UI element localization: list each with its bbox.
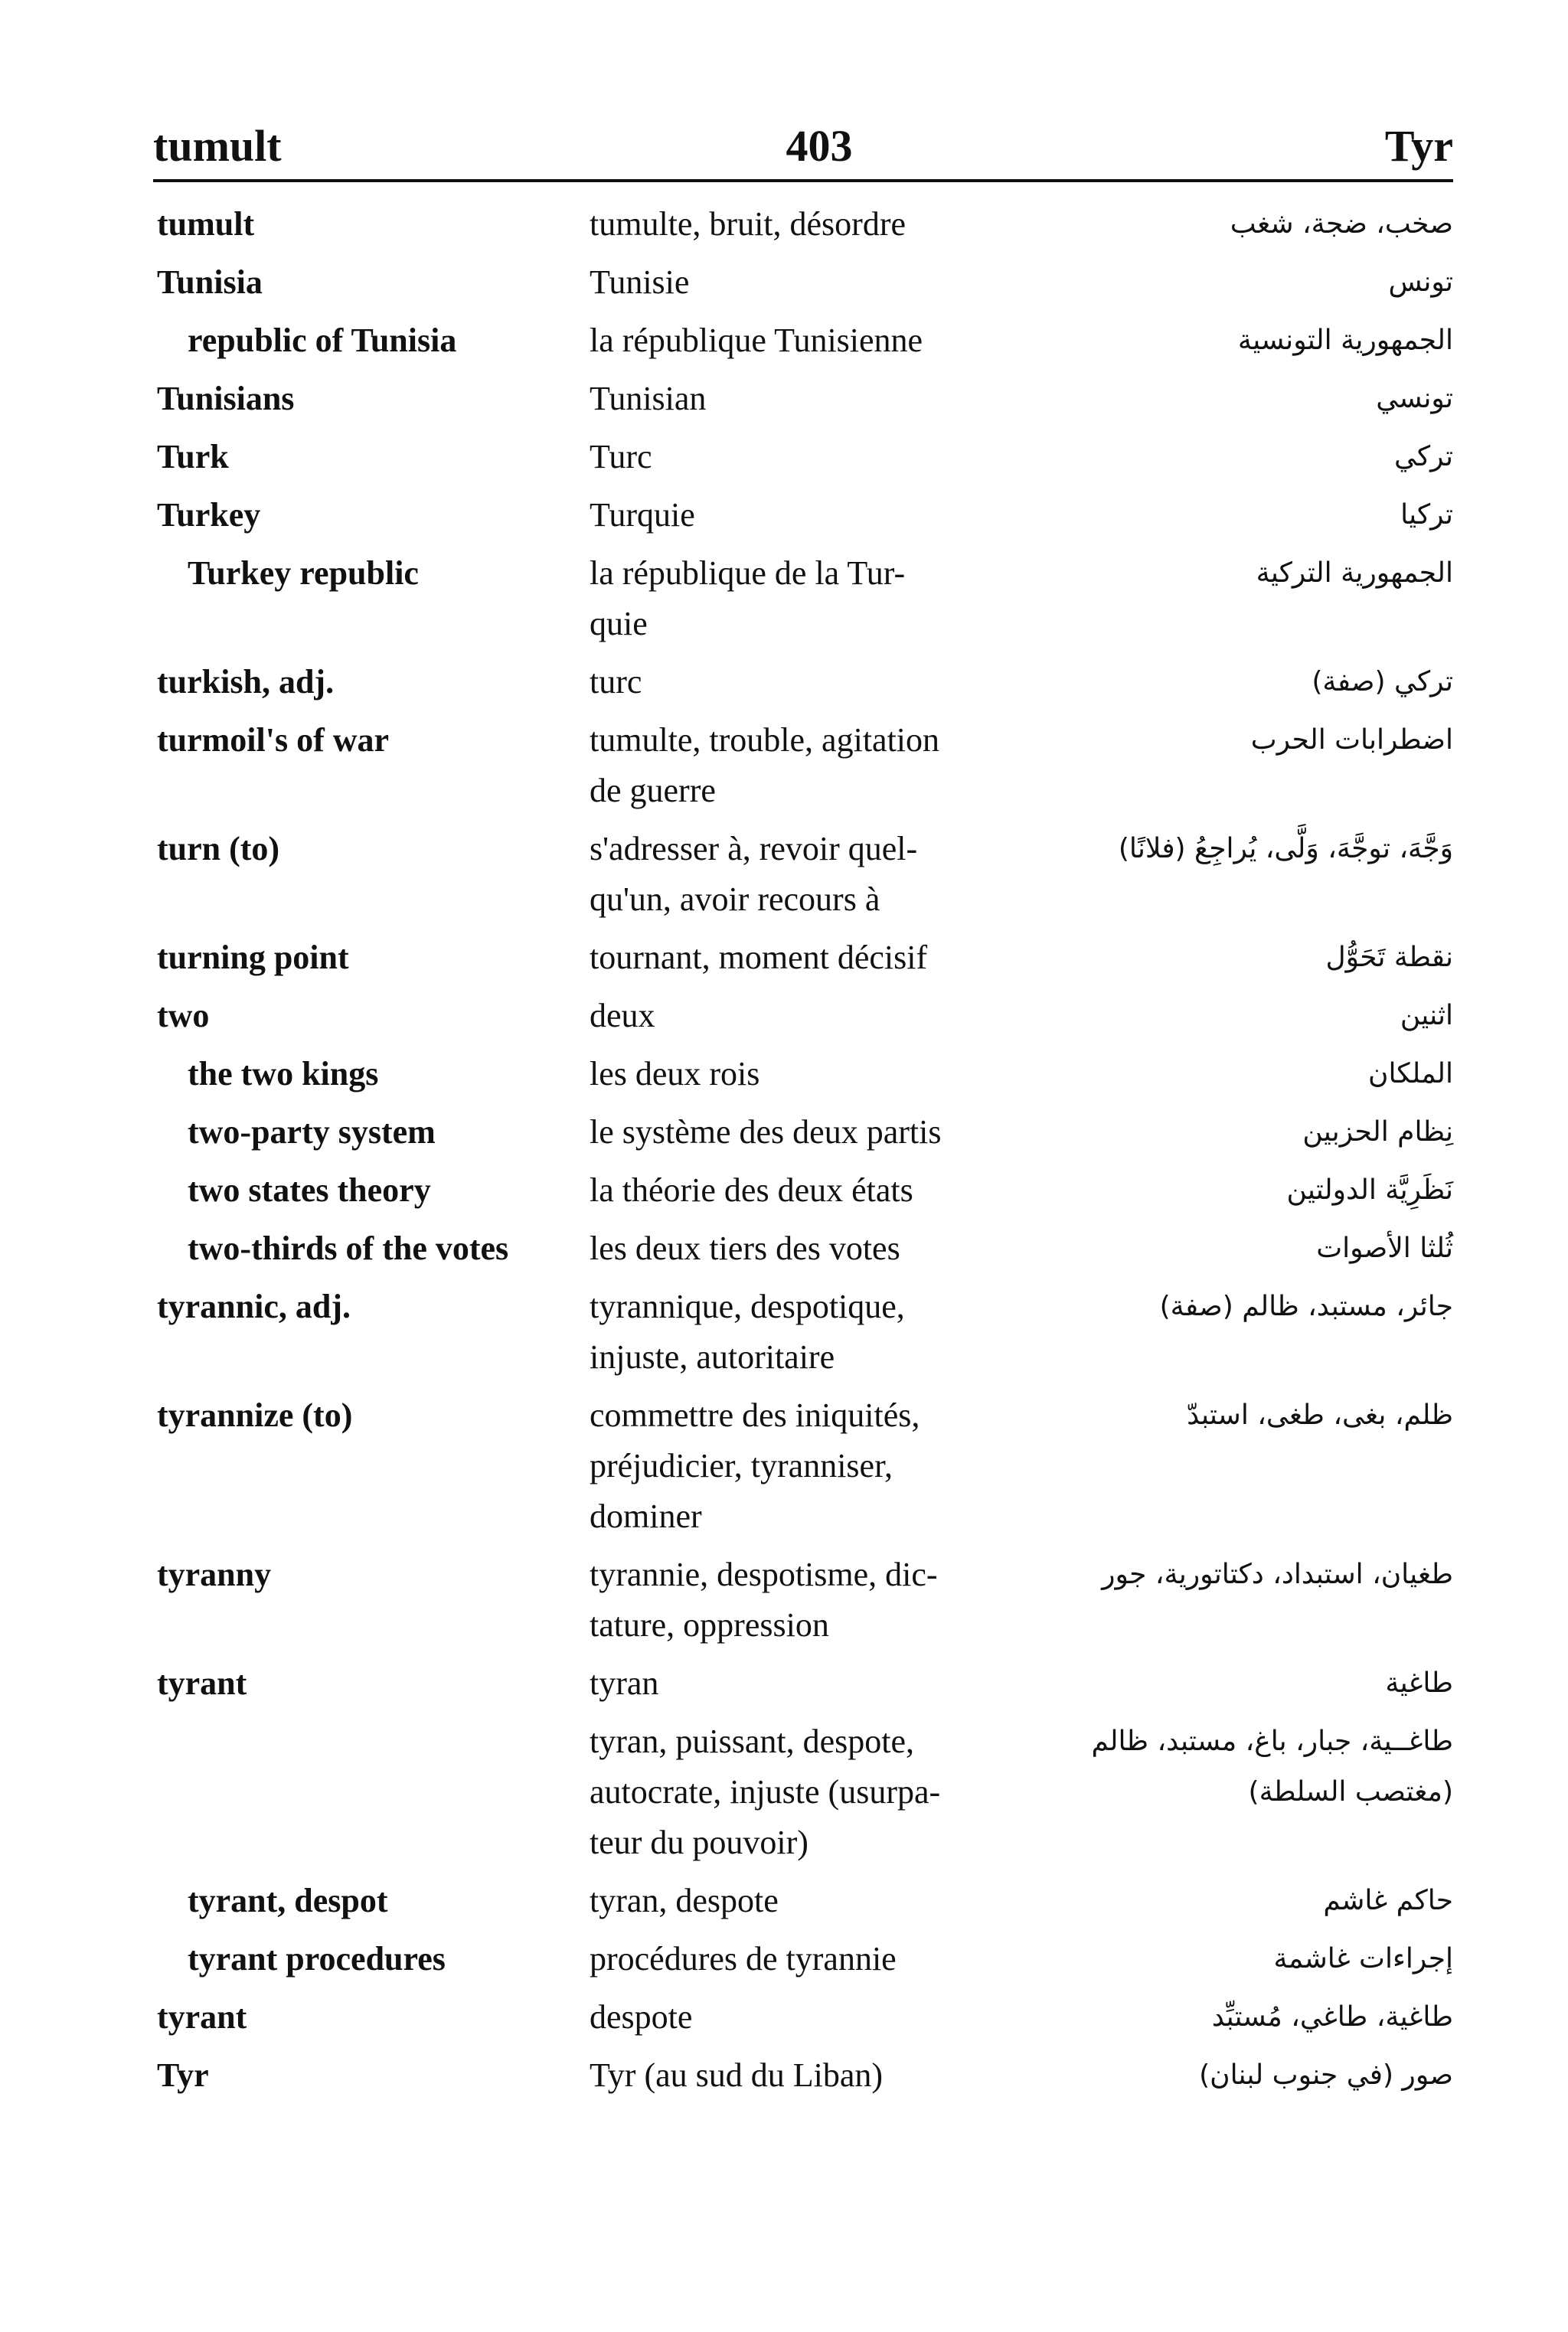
english-term: tyrant procedures — [188, 1940, 446, 1978]
arabic-translation: تركي (صفة) — [1312, 666, 1453, 697]
arabic-translation: ثُلثا الأصوات — [1316, 1233, 1453, 1264]
french-translation: commettre des iniquités, préjudicier, tyranniser, dominer — [590, 1396, 920, 1535]
english-term: two-thirds of the votes — [188, 1230, 509, 1267]
english-term: Tyr — [157, 2056, 209, 2094]
arabic-translation: الجمهورية التونسية — [1237, 325, 1453, 356]
french-translation: despote — [590, 1998, 693, 2036]
dictionary-entry — [0, 1709, 1568, 1868]
dictionary-entry — [0, 1158, 1568, 1216]
english-term: tumult — [157, 205, 255, 243]
english-term: turkish, adj. — [157, 663, 335, 701]
english-term: tyrant, despot — [188, 1882, 388, 1919]
english-term: republic of Tunisia — [188, 322, 457, 359]
page-header — [0, 0, 1568, 184]
arabic-translation: الملكان — [1368, 1058, 1453, 1089]
english-term: tyrant — [157, 1664, 247, 1702]
dictionary-entry — [0, 482, 1568, 541]
dictionary-entry — [0, 707, 1568, 816]
arabic-translation: وَجَّهَ، توجَّهَ، وَلَّى، يُراجِعُ (فلانًا) — [1118, 833, 1453, 864]
arabic-translation: تركيا — [1400, 499, 1453, 531]
dictionary-entry — [0, 1651, 1568, 1709]
english-term: tyrannize (to) — [157, 1396, 353, 1434]
page-number: 403 — [786, 121, 853, 171]
english-term: Turk — [157, 438, 229, 475]
header-last-word: Tyr — [1384, 121, 1453, 171]
arabic-translation: طغيان، استبداد، دكتاتورية، جور — [1102, 1559, 1453, 1590]
french-translation: le système des deux partis — [590, 1113, 942, 1151]
french-translation: Tunisian — [590, 380, 707, 417]
dictionary-entry — [0, 1984, 1568, 2043]
dictionary-entry — [0, 1216, 1568, 1274]
dictionary-entry — [0, 424, 1568, 482]
dictionary-entry — [0, 1542, 1568, 1651]
french-translation: turc — [590, 663, 642, 701]
arabic-translation: نِظام الحزبين — [1302, 1116, 1453, 1148]
arabic-translation: صور (في جنوب لبنان) — [1199, 2059, 1453, 2091]
arabic-translation: جائر، مستبد، ظالم (صفة) — [1159, 1291, 1453, 1322]
dictionary-entries — [0, 191, 1568, 2101]
french-translation: s'adresser à, revoir quel- qu'un, avoir recours à — [590, 830, 918, 918]
arabic-translation: تونس — [1388, 266, 1453, 298]
dictionary-entry — [0, 308, 1568, 366]
arabic-translation: نَظَرِيَّة الدولتين — [1286, 1174, 1453, 1206]
french-translation: tyran, puissant, despote, autocrate, injuste (usurpa- teur du pouvoir) — [590, 1723, 941, 1861]
dictionary-entry — [0, 541, 1568, 649]
english-term: tyrannic, adj. — [157, 1288, 351, 1325]
french-translation: Turc — [590, 438, 652, 475]
dictionary-entry — [0, 649, 1568, 707]
arabic-translation: إجراءات غاشمة — [1273, 1943, 1453, 1974]
french-translation: la république Tunisienne — [590, 322, 923, 359]
arabic-translation: صخب، ضجة، شغب — [1230, 208, 1453, 240]
english-term: Tunisians — [157, 380, 295, 417]
dictionary-entry — [0, 1099, 1568, 1158]
french-translation: tumulte, bruit, désordre — [590, 205, 906, 243]
french-translation: la théorie des deux états — [590, 1171, 913, 1209]
dictionary-entry — [0, 1041, 1568, 1099]
french-translation: tyran — [590, 1664, 659, 1702]
french-translation: deux — [590, 997, 655, 1034]
english-term: two-party system — [188, 1113, 436, 1151]
dictionary-entry — [0, 816, 1568, 925]
french-translation: la république de la Tur- quie — [590, 554, 906, 642]
english-term: tyranny — [157, 1556, 272, 1593]
dictionary-entry — [0, 1868, 1568, 1926]
dictionary-entry — [0, 191, 1568, 250]
dictionary-entry — [0, 366, 1568, 424]
french-translation: tyrannique, despotique, injuste, autoritaire — [590, 1288, 905, 1376]
arabic-translation: اثنين — [1400, 1000, 1453, 1031]
french-translation: tyrannie, despotisme, dic- tature, oppression — [590, 1556, 938, 1644]
english-term: the two kings — [188, 1055, 379, 1093]
english-term: Turkey republic — [188, 554, 419, 592]
arabic-translation: تونسي — [1376, 383, 1453, 414]
french-translation: tournant, moment décisif — [590, 939, 928, 976]
english-term: tyrant — [157, 1998, 247, 2036]
arabic-translation: طاغية — [1385, 1667, 1453, 1699]
arabic-translation: ظلم، بغى، طغى، استبدّ — [1187, 1400, 1453, 1431]
english-term: Turkey — [157, 496, 261, 534]
french-translation: les deux rois — [590, 1055, 760, 1093]
dictionary-entry — [0, 1926, 1568, 1984]
arabic-translation: حاكم غاشم — [1323, 1885, 1453, 1916]
arabic-translation: اضطرابات الحرب — [1250, 724, 1453, 756]
arabic-translation: نقطة تَحَوُّل — [1325, 942, 1453, 973]
arabic-translation: طاغــية، جبار، باغ، مستبد، ظالم (مغتصب السلطة) — [1091, 1726, 1453, 1808]
english-term: two — [157, 997, 210, 1034]
english-term: turning point — [157, 939, 349, 976]
english-term — [0, 1709, 590, 1716]
header-rule — [153, 179, 1453, 182]
english-term: turn (to) — [157, 830, 280, 867]
english-term: turmoil's of war — [157, 721, 390, 759]
french-translation: Tunisie — [590, 263, 690, 301]
dictionary-entry — [0, 250, 1568, 308]
dictionary-entry — [0, 2043, 1568, 2101]
dictionary-entry — [0, 1383, 1568, 1542]
french-translation: tyran, despote — [590, 1882, 779, 1919]
french-translation: Tyr (au sud du Liban) — [590, 2056, 884, 2094]
french-translation: Turquie — [590, 496, 695, 534]
english-term: two states theory — [188, 1171, 431, 1209]
header-first-word: tumult — [153, 121, 282, 171]
english-term: Tunisia — [157, 263, 263, 301]
arabic-translation: الجمهورية التركية — [1256, 557, 1453, 589]
dictionary-entry — [0, 1274, 1568, 1383]
french-translation: procédures de tyrannie — [590, 1940, 897, 1978]
arabic-translation: طاغية، طاغي، مُستبِّد — [1211, 2001, 1453, 2033]
arabic-translation: تركي — [1393, 441, 1453, 472]
french-translation: les deux tiers des votes — [590, 1230, 900, 1267]
dictionary-entry — [0, 925, 1568, 983]
french-translation: tumulte, trouble, agitation de guerre — [590, 721, 940, 809]
dictionary-entry — [0, 983, 1568, 1041]
